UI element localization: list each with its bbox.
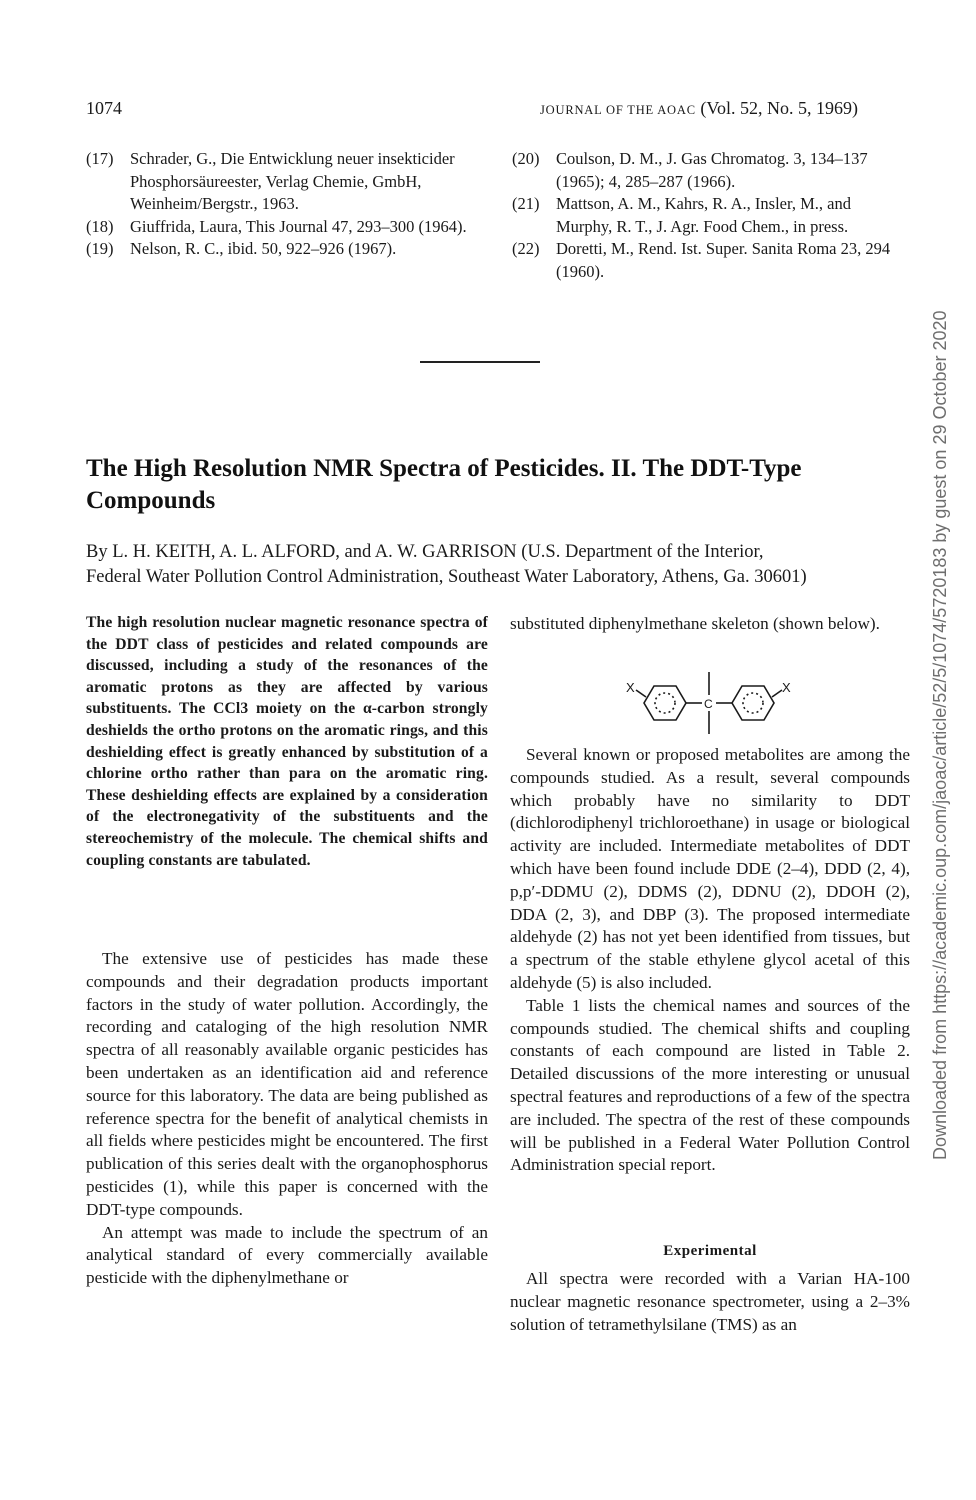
- journal-name: JOURNAL OF THE AOAC: [540, 103, 696, 117]
- paragraph: All spectra were recorded with a Varian HA-100 nuclear magnetic resonance spectrometer, using a 2–3% solution of tetramethylsilane (TMS) as an: [510, 1269, 910, 1334]
- reference-item: (20) Coulson, D. M., J. Gas Chromatog. 3, 134–137 (1965); 4, 285–287 (1966).: [512, 149, 868, 191]
- references-left: [86, 148, 488, 261]
- body-column-left: [86, 948, 488, 1290]
- reference-item: (19) Nelson, R. C., ibid. 50, 922–926 (1967).: [86, 239, 397, 258]
- abstract: The high resolution nuclear magnetic resonance spectra of the DDT class of pesticides and related compounds are discussed, including a study of the resonances of the aromatic protons as they are affected by various substituents. The CCl3 moiety on the α-carbon strongly deshields the ortho protons on the aromatic rings, and this deshielding effect is greatly enhanced by substitution of a chlorine ortho rather than para on the aromatic ring. These deshielding effects are explained by a consideration of the electronegativity of the substituents and the stereochemistry of the molecule. The chemical shifts and coupling constants are tabulated.: [86, 614, 488, 869]
- journal-header: [540, 98, 858, 119]
- page-number: 1074: [86, 98, 122, 118]
- download-watermark: Downloaded from https://academic.oup.com/jaoac/article/52/5/1074/5720183 by guest on 29 October 2020: [930, 310, 950, 1160]
- paragraph: substituted diphenylmethane skeleton (shown below).: [510, 614, 880, 633]
- benzene-ring-right: [732, 686, 774, 720]
- substituent-label: X: [782, 680, 791, 695]
- central-carbon-label: C: [704, 697, 713, 711]
- authors-line: By L. H. KEITH, A. L. ALFORD, and A. W. GARRISON (U.S. Department of the Interior,: [86, 542, 764, 562]
- diphenylmethane-structure: [624, 668, 794, 740]
- substituent-label: X: [626, 680, 635, 695]
- experimental-heading: Experimental: [663, 1243, 757, 1259]
- article-authors: [86, 540, 916, 590]
- reference-item: (22) Doretti, M., Rend. Ist. Super. Sanita Roma 23, 294 (1960).: [512, 239, 891, 281]
- reference-item: (18) Giuffrida, Laura, This Journal 47, 293–300 (1964).: [86, 216, 467, 236]
- paragraph: Several known or proposed metabolites are among the compounds studied. As a result, several compounds which probably have no similarity to DDT (dichlorodiphenyl trichloroethane) in usage or biological activity are included. Intermediate metabolites of DDT which have been found include DDE (2–4), DDD (2, 4), p,p′-DDMU (2), DDMS (2), DDNU (2), DDOH (2), DDA (2, 3), and DBP (3). The proposed intermediate aldehyde (2) has not yet been identified from tissues, but a spectrum of the stable ethylene glycol acetal of this aldehyde (5) is also included.: [510, 745, 910, 992]
- section-divider: [420, 361, 540, 363]
- body-column-right-intro: [510, 613, 910, 636]
- article-title: The High Resolution NMR Spectra of Pesticides. II. The DDT-Type Compounds: [86, 455, 802, 514]
- references-right: [512, 148, 910, 283]
- reference-item: (21) Mattson, A. M., Kahrs, R. A., Insler, M., and Murphy, R. T., J. Agr. Food Chem., in press.: [512, 194, 851, 236]
- experimental-section: [510, 1268, 910, 1336]
- journal-volume: (Vol. 52, No. 5, 1969): [700, 98, 859, 118]
- paragraph: The extensive use of pesticides has made these compounds and their degradation products important factors in the study of water pollution. Accordingly, the recording and cataloging of the high resolution NMR spectra of all reasonably available organic pesticides has been undertaken as an identification aid and reference source for this laboratory. The data are being published as reference spectra for the benefit of analytical chemists in all fields where pesticides might be encountered. The first publication of this series dealt with the organophosphorus pesticides (1), while this paper is concerned with the DDT-type compounds.: [86, 949, 488, 1219]
- paragraph: An attempt was made to include the spectrum of an analytical standard of every commercially available pesticide with the diphenylmethane or: [86, 1222, 488, 1288]
- paragraph: Table 1 lists the chemical names and sources of the compounds studied. The chemical shifts and coupling constants of each compound are listed in Table 2. Detailed discussions of the more interesting or unusual spectral features and reproductions of a few of the spectra are included. The spectra of the rest of these compounds will be published in a Federal Water Pollution Control Administration special report.: [510, 995, 910, 1175]
- reference-item: (17) Schrader, G., Die Entwicklung neuer insekticider Phosphorsäureester, Verlag Chemie, GmbH, Weinheim/Bergstr., 1963.: [86, 149, 455, 213]
- affiliation-line: Federal Water Pollution Control Administration, Southeast Water Laboratory, Athens, Ga. 30601): [86, 567, 807, 587]
- benzene-ring-left: [644, 686, 686, 720]
- body-column-right: [510, 744, 910, 1177]
